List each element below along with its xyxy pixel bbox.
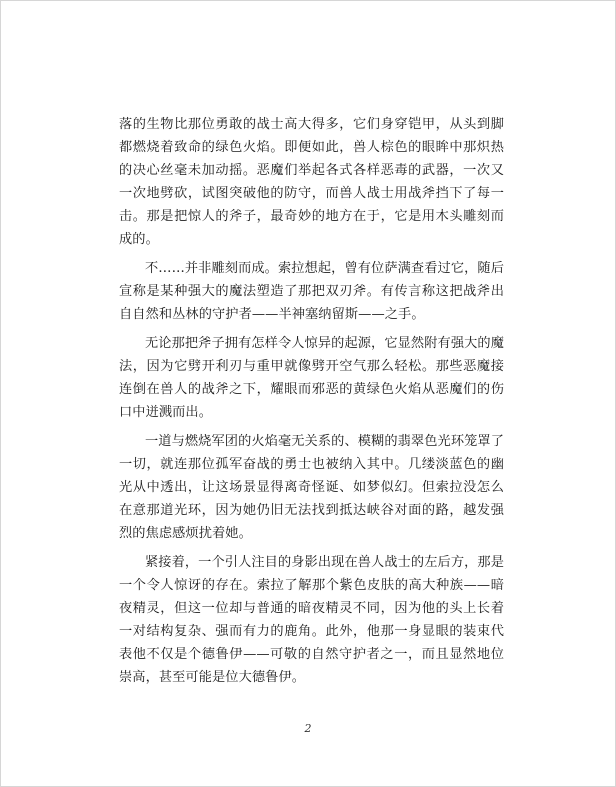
page-number: 2 — [304, 722, 312, 735]
body-text — [119, 113, 504, 695]
paragraph-3: 无论那把斧子拥有怎样令人惊异的起源，它显然附有强大的魔法，因为它劈开利刃与重甲就像劈开空气那么轻松。那些恶魔接连倒在兽人的战斧之下，耀眼而邪恶的黄绿色火焰从恶魔们的伤口中迸溅而出。 — [119, 336, 504, 420]
paragraph-1: 落的生物比那位勇敢的战士高大得多，它们身穿铠甲，从头到脚都燃烧着致命的绿色火焰。即便如此，兽人棕色的眼眸中那炽热的决心丝毫未加动摇。恶魔们举起各式各样恶毒的武器，一次又一次地劈砍，试图突破他的防守，而兽人战士用战斧挡下了每一击。那是把惊人的斧子，最奇妙的地方在于，它是用木头雕刻而成的。 — [119, 117, 504, 247]
paragraph-5: 紧接着，一个引人注目的身影出现在兽人战士的左后方，那是一个令人惊讶的存在。索拉了解那个紫色皮肤的高大种族——暗夜精灵，但这一位却与普通的暗夜精灵不同，因为他的头上长着一对结构复杂、强而有力的鹿角。此外，他那一身显眼的装束代表他不仅是个德鲁伊——可敬的自然守护者之一，而且显然地位崇高，甚至可能是位大德鲁伊。 — [119, 555, 504, 685]
paragraph-4: 一道与燃烧军团的火焰毫无关系的、模糊的翡翠色光环笼罩了一切，就连那位孤军奋战的勇士也被纳入其中。几缕淡蓝色的幽光从中透出，让这场景显得离奇怪诞、如梦似幻。但索拉没怎么在意那道光环，因为她仍旧无法找到抵达峡谷对面的路，越发强烈的焦虑感烦扰着她。 — [119, 434, 504, 541]
paragraph-2: 不……并非雕刻而成。索拉想起，曾有位萨满查看过它，随后宣称是某种强大的魔法塑造了那把双刃斧。有传言称这把战斧出自自然和丛林的守护者——半神塞纳留斯——之手。 — [119, 261, 504, 322]
